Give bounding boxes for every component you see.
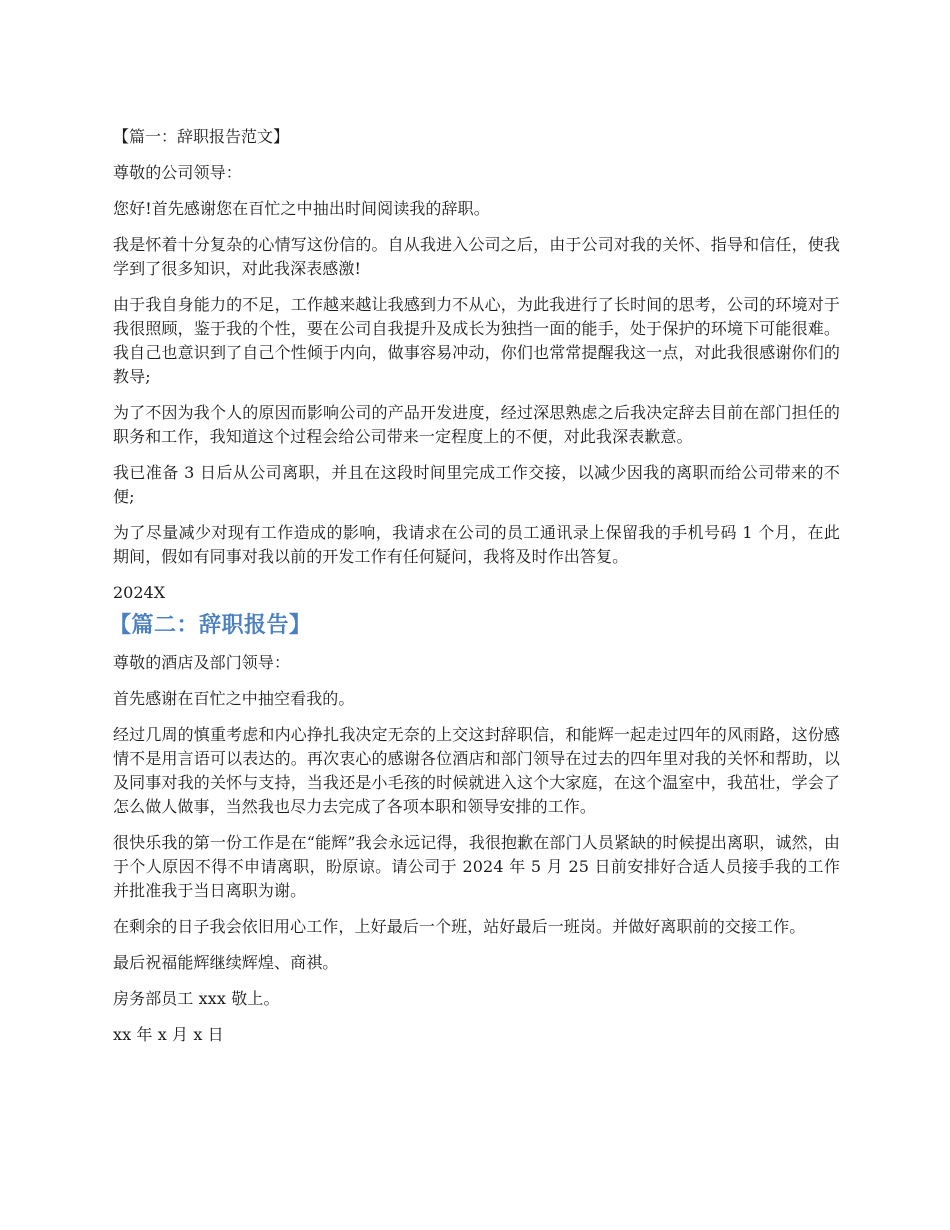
section2-date: xx 年 x 月 x 日 xyxy=(113,1025,224,1044)
section2-paragraph: 最后祝福能辉继续辉煌、商祺。 xyxy=(113,953,339,972)
section2-salutation: 尊敬的酒店及部门领导： xyxy=(113,653,291,672)
section2-paragraph: 在剩余的日子我会依旧用心工作，上好最后一个班，站好最后一班岗。并做好离职前的交接工作。 xyxy=(113,917,806,936)
section1-paragraph: 由于我自身能力的不足，工作越来越让我感到力不从心，为此我进行了长时间的思考，公司的环境对于我很照顾，鉴于我的个性，要在公司自我提升及成长为独挡一面的能手，处于保护的环境下可能很难。我自己也意识到了自己个性倾于内向，做事容易冲动，你们也常常提醒我这一点，对此我很感谢你们的教导; xyxy=(113,295,840,386)
section2-paragraph: 经过几周的慎重考虑和内心挣扎我决定无奈的上交这封辞职信，和能辉一起走过四年的风雨路，这份感情不是用言语可以表达的。再次衷心的感谢各位酒店和部门领导在过去的四年里对我的关怀和帮助，以及同事对我的关怀与支持，当我还是小毛孩的时候就进入这个大家庭，在这个温室中，我茁壮，学会了怎么做人做事，当然我也尽力去完成了各项本职和领导安排的工作。 xyxy=(113,725,840,816)
section2-paragraph: 首先感谢在百忙之中抽空看我的。 xyxy=(113,689,355,708)
document-page xyxy=(109,125,840,1059)
section1-paragraph: 我已准备 3 日后从公司离职，并且在这段时间里完成工作交接，以减少因我的离职而给公司带来的不便; xyxy=(113,463,840,506)
section1-paragraph: 我是怀着十分复杂的心情写这份信的。自从我进入公司之后，由于公司对我的关怀、指导和信任，使我学到了很多知识，对此我深表感激! xyxy=(113,235,840,278)
section1-paragraph: 为了不因为我个人的原因而影响公司的产品开发进度，经过深思熟虑之后我决定辞去目前在部门担任的职务和工作，我知道这个过程会给公司带来一定程度上的不便，对此我深表歉意。 xyxy=(113,403,840,446)
section1-heading: 【篇一：辞职报告范文】 xyxy=(113,127,290,146)
section2-heading: 【篇二：辞职报告】 xyxy=(109,613,312,638)
section1-salutation: 尊敬的公司领导： xyxy=(113,163,242,182)
section1-paragraph: 您好!首先感谢您在百忙之中抽出时间阅读我的辞职。 xyxy=(113,199,490,218)
section2-signature: 房务部员工 xxx 敬上。 xyxy=(113,989,280,1008)
section2-paragraph: 很快乐我的第一份工作是在“能辉”我会永远记得，我很抱歉在部门人员紧缺的时候提出离职，诚然，由于个人原因不得不申请离职，盼原谅。请公司于 2024 年 5 月 25 日前安排好合适人员接手我的工作并批准我于当日离职为谢。 xyxy=(113,833,840,900)
section1-paragraph: 为了尽量减少对现有工作造成的影响，我请求在公司的员工通讯录上保留我的手机号码 1 个月，在此期间，假如有同事对我以前的开发工作有任何疑问，我将及时作出答复。 xyxy=(113,523,840,566)
section1-date: 2024X xyxy=(113,583,166,602)
